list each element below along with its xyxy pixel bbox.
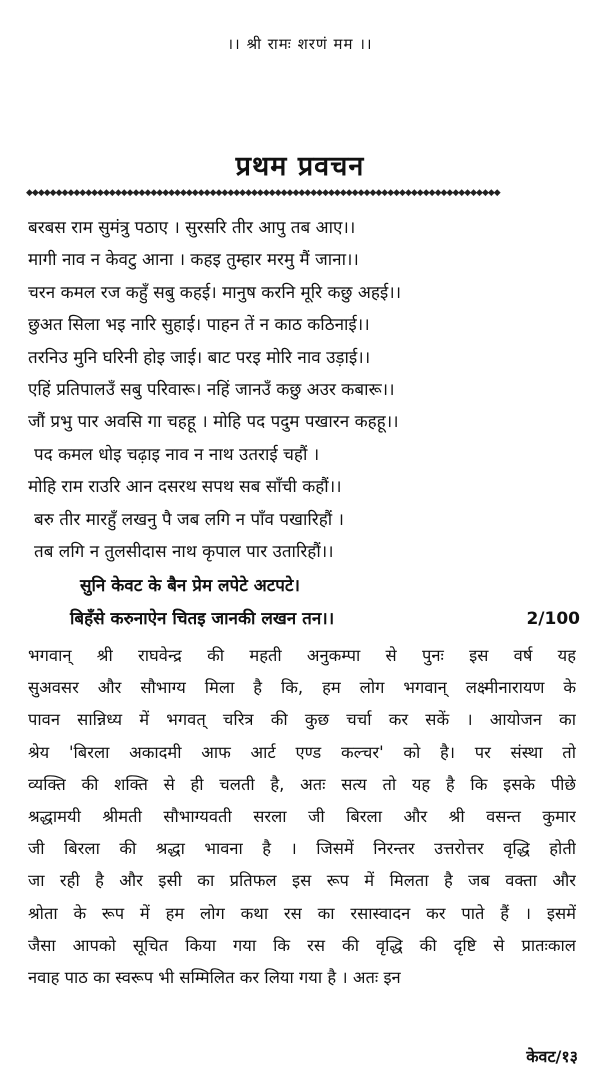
- verse-line: तरनिउ मुनि घरिनी होइ जाई। बाट परइ मोरि नाव उड़ाई।।: [28, 347, 371, 368]
- verse-line: एहिं प्रतिपालउँ सबु परिवारू। नहिं जानउँ कछु अउर कबारू।।: [28, 379, 395, 400]
- verse-line: मागी नाव न केवटु आना । कहइ तुम्हार मरमु मैं जाना।।: [28, 250, 359, 271]
- prose-line: सुअवसर और सौभाग्य मिला है कि, हम लोग भगवान् लक्ष्मीनारायण के: [28, 678, 576, 698]
- chapter-title: प्रथम प्रवचन: [235, 151, 365, 182]
- page-header: ।। श्री रामः शरणं मम ।।: [227, 35, 373, 53]
- chaupai-block: [28, 212, 576, 568]
- verse-line: बरबस राम सुमंत्रु पठाए । सुरसरि तीर आपु तब आए।।: [28, 218, 356, 238]
- doha-line-2-row: [70, 603, 580, 636]
- prose-line: पावन सान्निध्य में भगवत् चरित्र की कुछ चर्चा कर सकें । आयोजन का: [28, 710, 576, 730]
- doha-block: [70, 570, 580, 636]
- doha-line-1: सुनि केवट के बैन प्रेम लपेटे अटपटे।: [80, 576, 300, 596]
- ornamental-divider: ◆◆◆◆◆◆◆◆◆◆◆◆◆◆◆◆◆◆◆◆◆◆◆◆◆◆◆◆◆◆◆◆◆◆◆◆◆◆◆◆◆◆◆◆◆◆◆◆◆◆◆◆◆◆◆◆◆◆◆◆◆◆◆◆◆◆◆◆◆◆◆◆◆◆◆◆◆◆◆◆: [26, 188, 500, 198]
- doha-number: 2/100: [526, 609, 580, 629]
- verse-line: तब लगि न तुलसीदास नाथ कृपाल पार उतारिहौं।।: [34, 541, 334, 562]
- prose-line: जा रही है और इसी का प्रतिफल इस रूप में मिलता है जब वक्ता और: [28, 871, 576, 891]
- prose-paragraph: [28, 640, 576, 994]
- verse-line: मोहि राम राउरि आन दसरथ सपथ सब साँची कहौं।।: [28, 477, 342, 498]
- prose-line: नवाह पाठ का स्वरूप भी सम्मिलित कर लिया गया है । अतः इन: [28, 967, 401, 987]
- prose-line: व्यक्ति की शक्ति से ही चलती है, अतः सत्य तो यह है कि इसके पीछे: [28, 774, 576, 794]
- prose-line: जैसा आपको सूचित किया गया कि रस की वृद्धि की दृष्टि से प्रातःकाल: [28, 935, 576, 955]
- doha-line-2: बिहँसे करुनाऐन चितइ जानकी लखन तन।।: [70, 609, 335, 629]
- verse-line: पद कमल धोइ चढ़ाइ नाव न नाथ उतराई चहौं ।: [34, 444, 320, 465]
- verse-line: चरन कमल रज कहुँ सबु कहई। मानुष करनि मूरि कछु अहई।।: [28, 282, 402, 303]
- prose-line: श्रद्धामयी श्रीमती सौभाग्यवती सरला जी बिरला और श्री वसन्त कुमार: [28, 806, 576, 826]
- verse-line: बरु तीर मारहुँ लखनु पै जब लगि न पाँव पखारिहौं ।: [34, 509, 344, 530]
- verse-line: छुअत सिला भइ नारि सुहाई। पाहन तें न काठ कठिनाई।।: [28, 315, 370, 336]
- page-footer: केवट/१३: [526, 1047, 578, 1066]
- prose-line: जी बिरला की श्रद्धा भावना है । जिसमें निरन्तर उत्तरोत्तर वृद्धि होती: [28, 839, 576, 859]
- prose-line: श्रोता के रूप में हम लोग कथा रस का रसास्वादन कर पाते हैं । इसमें: [28, 903, 576, 923]
- prose-line: श्रेय 'बिरला अकादमी आफ आर्ट एण्ड कल्चर' को है। पर संस्था तो: [28, 742, 576, 762]
- prose-line: भगवान् श्री राघवेन्द्र की महती अनुकम्पा से पुनः इस वर्ष यह: [28, 646, 576, 665]
- verse-line: जौं प्रभु पार अवसि गा चहहू । मोहि पद पदुम पखारन कहहू।।: [28, 412, 399, 433]
